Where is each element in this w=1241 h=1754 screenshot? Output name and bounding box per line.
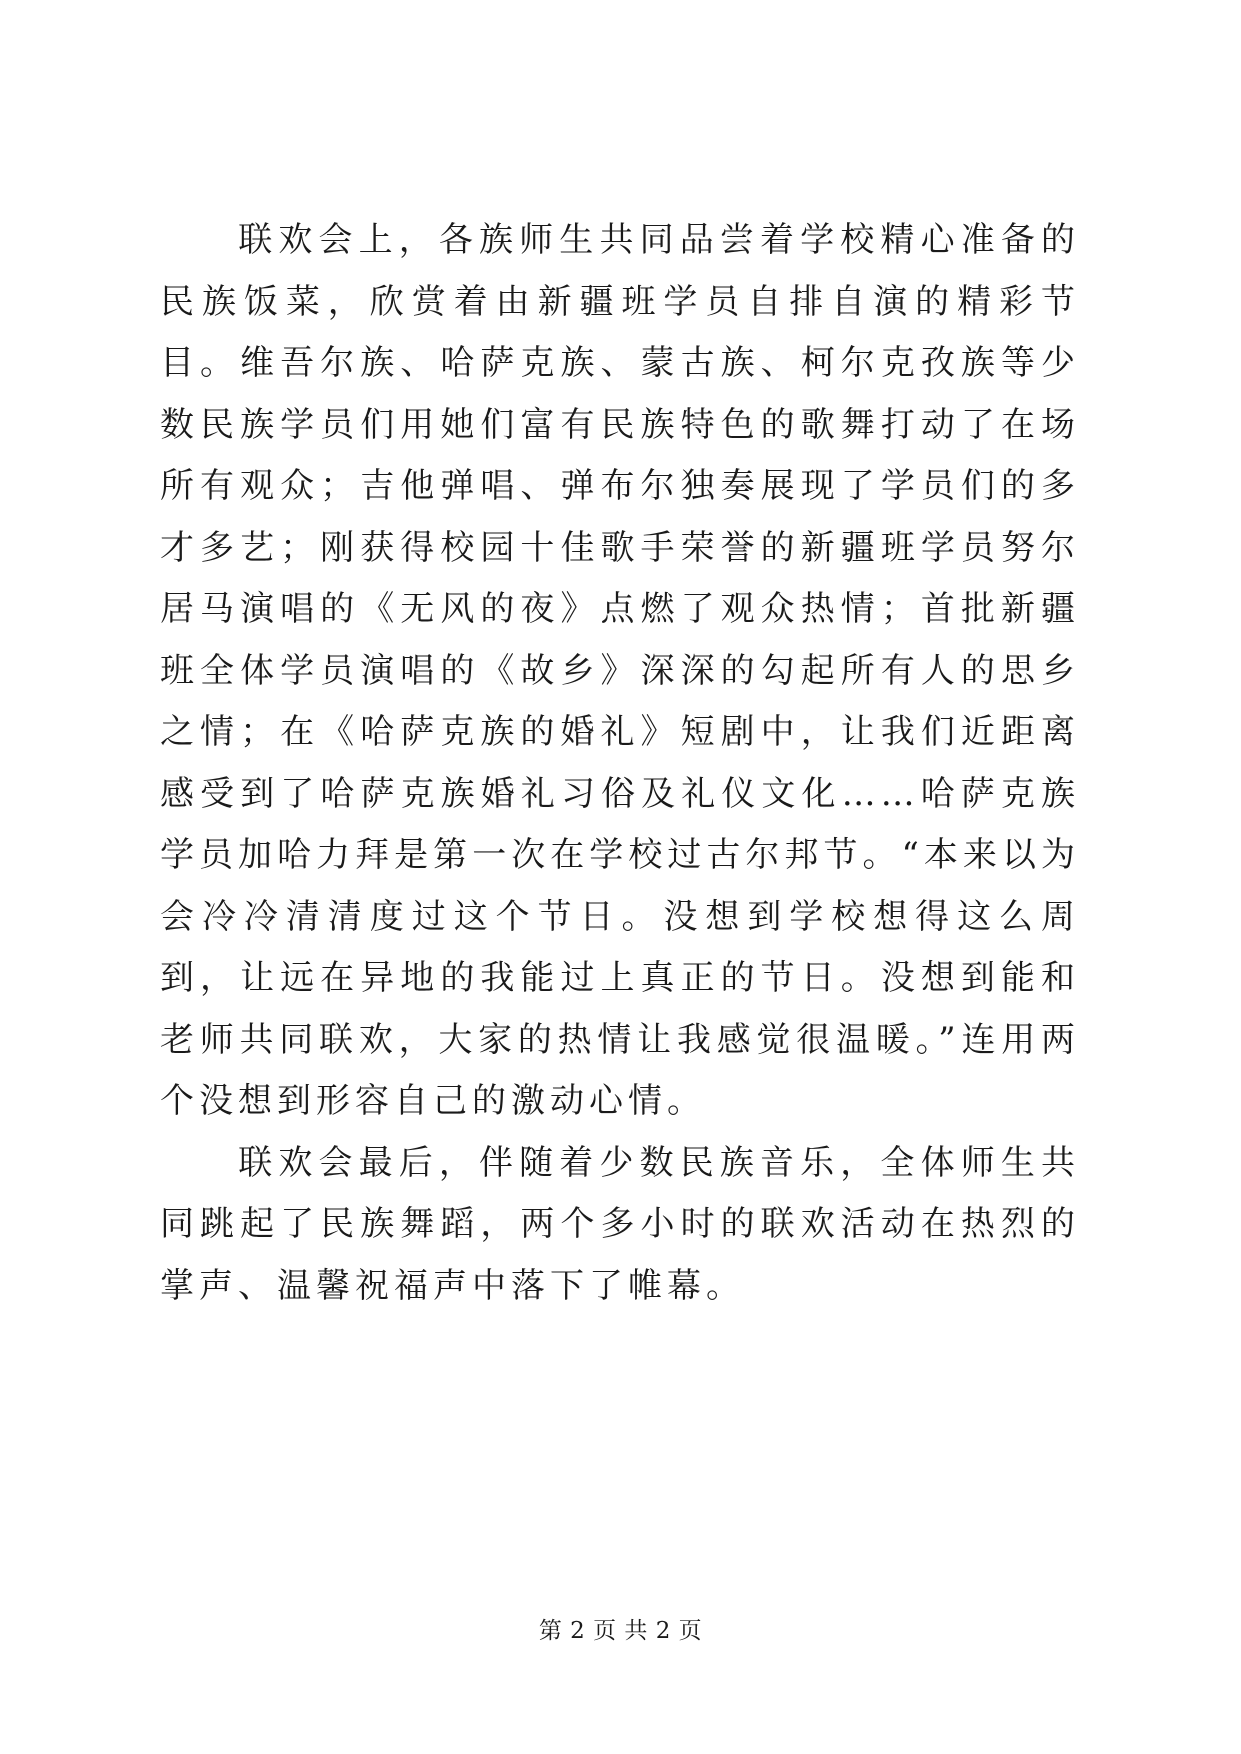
paragraph-1: 联欢会上，各族师生共同品尝着学校精心准备的民族饭菜，欣赏着由新疆班学员自排自演的精彩节目。维吾尔族、哈萨克族、蒙古族、柯尔克孜族等少数民族学员们用她们富有民族特色的歌舞打动了在场所有观众；吉他弹唱、弹布尔独奏展现了学员们的多才多艺；刚获得校园十佳歌手荣誉的新疆班学员努尔居马演唱的《无风的夜》点燃了观众热情；首批新疆班全体学员演唱的《故乡》深深的勾起所有人的思乡之情；在《哈萨克族的婚礼》短剧中，让我们近距离感受到了哈萨克族婚礼习俗及礼仪文化……哈萨克族学员加哈力拜是第一次在学校过古尔邦节。“本来以为会冷冷清清度过这个节日。没想到学校想得这么周到，让远在异地的我能过上真正的节日。没想到能和老师共同联欢，大家的热情让我感觉很温暖。”连用两个没想到形容自己的激动心情。: [160, 220, 1080, 1121]
paragraph-2: 联欢会最后，伴随着少数民族音乐，全体师生共同跳起了民族舞蹈，两个多小时的联欢活动在热烈的掌声、温馨祝福声中落下了帷幕。: [160, 1142, 1080, 1306]
page-number-footer: 第 2 页 共 2 页: [538, 1618, 703, 1644]
document-body: [160, 210, 1080, 1317]
